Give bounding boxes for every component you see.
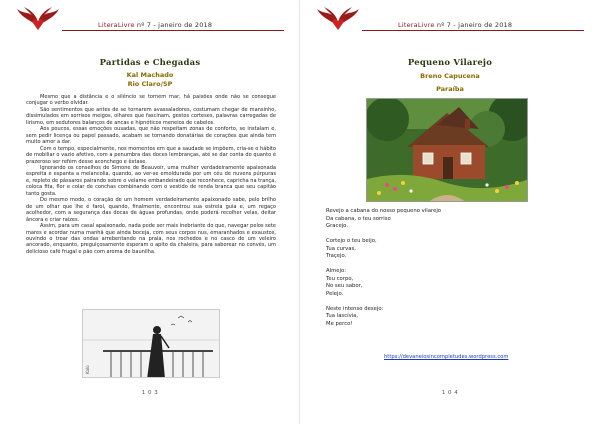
poem-body	[326, 208, 441, 336]
poem-line: No seu sabor,	[326, 283, 363, 289]
cottage-photo	[366, 98, 528, 202]
poem-line: Traçejo.	[326, 253, 347, 259]
poem-line: Tua lascívia,	[326, 313, 359, 319]
author-blog-link[interactable]: https://devaneiosincompletudes.wordpress.com	[384, 354, 509, 360]
magazine-brand: LiteraLivre	[398, 21, 435, 29]
woman-at-balcony-illustration	[82, 309, 220, 378]
winged-heart-logo-icon	[16, 6, 60, 32]
author-place: Rio Claro/SP	[127, 80, 173, 88]
paragraph: Aos poucos, essas emoções ousadas, que não respeitam zonas de conforto, se instalam e, sem pedir licença ou papel passado, acabam se tornando donatárias de corações que ainda tem muito amor a dar.	[26, 126, 276, 146]
poem-line: Tua curvas,	[326, 245, 356, 252]
header-rule	[362, 30, 584, 31]
magazine-header	[398, 21, 512, 29]
poem-stanza	[326, 268, 441, 298]
poem-line: Revejo a cabana do nosso pequeno vilarejo	[326, 208, 442, 214]
poem-line: Me perco!	[326, 320, 353, 327]
poem-line: Pelejo.	[326, 290, 344, 297]
paragraph: Do mesmo modo, o coração de um homem verdadeiramente apaixonado sabe, pelo brilho de um olhar que lhe é farol, quando, finalmente, encontrou sua estrela guia e, um regaço acolhedor, com a segurança das docas de águas profundas, onde poderá recolher velas, deitar âncora e criar raízes.	[26, 197, 276, 223]
winged-heart-logo-icon	[316, 6, 360, 32]
magazine-brand: LiteraLivre	[98, 21, 135, 29]
poem-line: Da cabana, o teu sorriso	[326, 215, 391, 222]
paragraph: Ignorando os conselhos de Simone de Beauvoir, uma mulher verdadeiramente apaixonada espreita e espanta a melancolia, quando, ao ver-se emoldurada por um céu de nuvens púrpuras e, repleto de pássaros pairando sobre o velame embandeirado que reconhece, capricha na trança, coloca fita, flor e colar de conchas combinando com o vestido de renda branca que seu capitão tanto gosta.	[26, 164, 276, 197]
paragraph: Assim, para um casal apaixonado, nada pode ser mais inebriante do que, navegar pelos sete mares e acordar numa manhã que ainda boceja, com seus corpos nus, emaranhados e exaustos, ouvindo o troar das ondas arrebentando na praia, nos rochedos e no casco de um veleiro ancorado, enquanto, preguiçosamente esperam o apito da chaleira, para saborear no convés, um delicioso café frugal e pão com aroma de baunilha.	[26, 223, 276, 255]
author-place: Paraíba	[436, 85, 464, 93]
paragraph: São sentimentos que antes de se tornarem avassaladores, costumam chegar de mansinho, dissimulados em sorrisos meigos, olhares que fascinam, gestos corteses, palavras carregadas de lirismo, em sedutores balanços de ancas e hipnóticos meneios de cabelos.	[26, 106, 276, 126]
right-page	[300, 0, 600, 424]
poem-line: Neste intenso desejo:	[326, 305, 384, 312]
paragraph: Com o tempo, especialmente, nos momentos em que a saudade se impõem, cria-se o hábito de mobiliar o vazio afetivo, com a penumbra das doces lembranças, até se dar conta do quanto é prazeroso ser refém desse aconchego e êxtase.	[26, 145, 276, 165]
poem-line: Cortejo o teu beijo,	[326, 238, 377, 244]
poem-line: Gracejo.	[326, 223, 349, 229]
page-number: 1 0 3	[141, 390, 159, 396]
magazine-issue: nº 7 - janeiro de 2018	[136, 21, 213, 29]
author-name: Breno Capucena	[420, 72, 480, 80]
poem-stanza	[326, 306, 441, 329]
author-name: Kal Machado	[126, 71, 174, 79]
poem-line: Teu corpo,	[326, 275, 354, 282]
poem-stanza	[326, 208, 441, 231]
poem-stanza	[326, 238, 441, 261]
magazine-header	[98, 21, 212, 29]
poem-line: Almejo:	[326, 268, 347, 274]
header-rule	[62, 30, 284, 31]
article-body	[26, 94, 276, 255]
poem-title: Pequeno Vilarejo	[407, 58, 493, 68]
page-number: 1 0 4	[441, 390, 459, 396]
article-title: Partidas e Chegadas	[99, 58, 201, 68]
paragraph: Mesmo que a distância e o silêncio se tornem mar, há paixões onde não se consegue conjugar o verbo olvidar.	[26, 94, 276, 107]
magazine-issue: nº 7 - janeiro de 2018	[436, 21, 513, 29]
illustration-caption: Kalú	[85, 365, 90, 374]
